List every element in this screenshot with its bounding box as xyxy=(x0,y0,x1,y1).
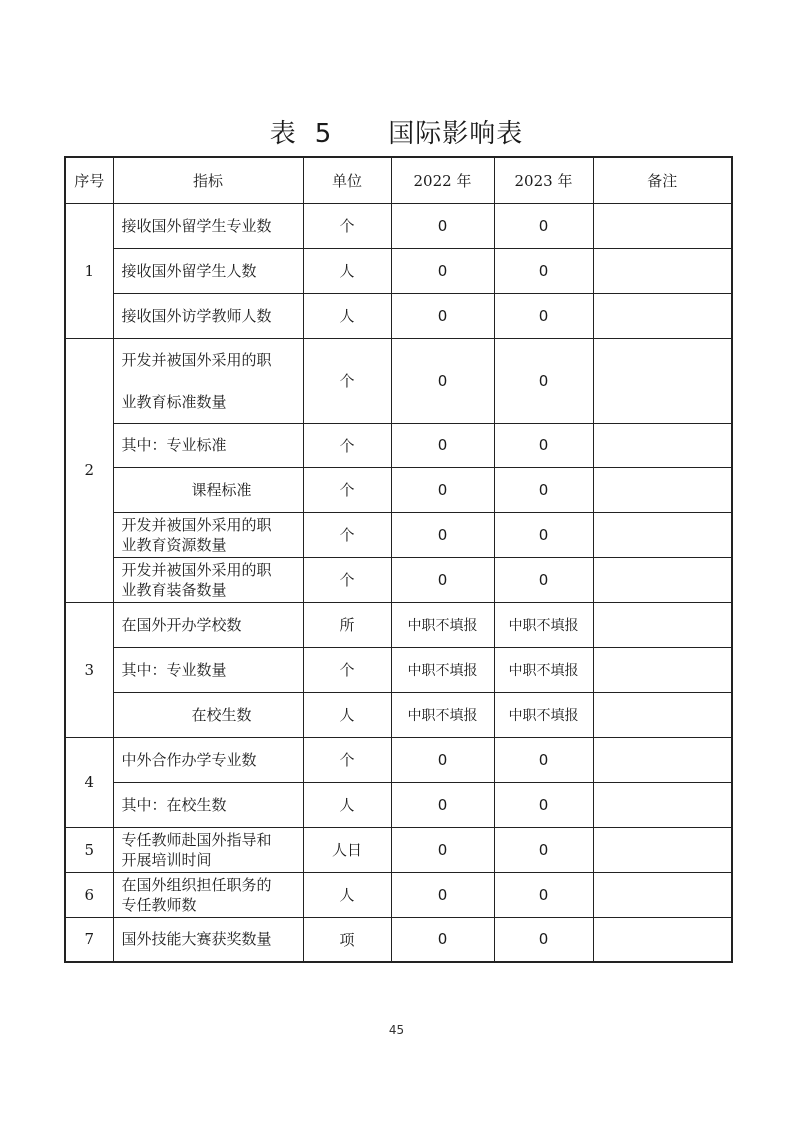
table-row xyxy=(65,782,732,827)
unit-cell: 所 xyxy=(303,602,391,647)
header-row xyxy=(65,157,732,203)
table-row xyxy=(65,602,732,647)
value-2022-cell: 0 xyxy=(391,782,494,827)
value-2023-cell: 0 xyxy=(494,872,593,917)
value-2022-cell: 0 xyxy=(391,557,494,602)
value-2023-cell: 0 xyxy=(494,338,593,423)
note-cell xyxy=(593,872,732,917)
seq-cell: 1 xyxy=(65,203,113,338)
indicator-cell: 在校生数 xyxy=(113,692,303,737)
unit-cell: 人 xyxy=(303,248,391,293)
table-row xyxy=(65,512,732,557)
seq-cell: 4 xyxy=(65,737,113,827)
note-cell xyxy=(593,692,732,737)
unit-cell: 个 xyxy=(303,512,391,557)
value-2023-cell: 0 xyxy=(494,557,593,602)
indicator-cell: 在国外开办学校数 xyxy=(113,602,303,647)
note-cell xyxy=(593,423,732,467)
indicator-cell: 其中：在校生数 xyxy=(113,782,303,827)
indicator-cell xyxy=(113,827,303,872)
indicator-cell xyxy=(113,338,303,423)
value-2022-cell: 0 xyxy=(391,248,494,293)
table-row xyxy=(65,293,732,338)
table-row xyxy=(65,557,732,602)
table-row xyxy=(65,827,732,872)
title-number: 5 xyxy=(314,119,333,149)
value-2023-cell: 0 xyxy=(494,293,593,338)
value-2022-cell: 0 xyxy=(391,827,494,872)
value-2022-cell: 中职不填报 xyxy=(391,692,494,737)
value-2023-cell: 0 xyxy=(494,827,593,872)
note-cell xyxy=(593,248,732,293)
indicator-line: 开发并被国外采用的职 xyxy=(121,350,272,369)
seq-cell: 2 xyxy=(65,338,113,602)
indicator-line: 在国外组织担任职务的 xyxy=(121,875,272,894)
indicator-cell: 接收国外留学生人数 xyxy=(113,248,303,293)
unit-cell: 个 xyxy=(303,647,391,692)
note-cell xyxy=(593,737,732,782)
header-indicator: 指标 xyxy=(113,157,303,203)
seq-cell: 3 xyxy=(65,602,113,737)
value-2022-cell: 0 xyxy=(391,423,494,467)
value-2022-cell: 0 xyxy=(391,467,494,512)
table-row xyxy=(65,692,732,737)
note-cell xyxy=(593,827,732,872)
table-row xyxy=(65,647,732,692)
value-2023-cell: 0 xyxy=(494,782,593,827)
indicator-cell: 接收国外留学生专业数 xyxy=(113,203,303,248)
seq-cell: 6 xyxy=(65,872,113,917)
indicator-cell: 课程标准 xyxy=(113,467,303,512)
unit-cell: 人日 xyxy=(303,827,391,872)
indicator-line: 业教育装备数量 xyxy=(121,580,227,599)
table-row xyxy=(65,467,732,512)
header-2022: 2022 年 xyxy=(391,157,494,203)
unit-cell: 人 xyxy=(303,872,391,917)
international-influence-table xyxy=(64,156,733,963)
header-unit: 单位 xyxy=(303,157,391,203)
indicator-line: 开发并被国外采用的职 xyxy=(121,560,272,579)
unit-cell: 个 xyxy=(303,423,391,467)
indicator-cell: 国外技能大赛获奖数量 xyxy=(113,917,303,962)
value-2022-cell: 0 xyxy=(391,338,494,423)
table-row xyxy=(65,737,732,782)
unit-cell: 个 xyxy=(303,203,391,248)
value-2023-cell: 0 xyxy=(494,512,593,557)
title-prefix: 表 xyxy=(269,119,297,149)
unit-cell: 人 xyxy=(303,692,391,737)
header-note: 备注 xyxy=(593,157,732,203)
unit-cell: 个 xyxy=(303,557,391,602)
value-2022-cell: 0 xyxy=(391,872,494,917)
value-2023-cell: 中职不填报 xyxy=(494,692,593,737)
note-cell xyxy=(593,557,732,602)
table-title xyxy=(0,114,793,154)
table-row xyxy=(65,917,732,962)
value-2023-cell: 0 xyxy=(494,917,593,962)
header-2023: 2023 年 xyxy=(494,157,593,203)
indicator-cell: 其中：专业数量 xyxy=(113,647,303,692)
value-2022-cell: 0 xyxy=(391,917,494,962)
value-2022-cell: 中职不填报 xyxy=(391,647,494,692)
value-2022-cell: 0 xyxy=(391,203,494,248)
value-2022-cell: 0 xyxy=(391,512,494,557)
value-2023-cell: 中职不填报 xyxy=(494,602,593,647)
indicator-cell: 其中：专业标准 xyxy=(113,423,303,467)
value-2023-cell: 0 xyxy=(494,203,593,248)
value-2023-cell: 0 xyxy=(494,423,593,467)
table-row xyxy=(65,338,732,423)
value-2022-cell: 中职不填报 xyxy=(391,602,494,647)
table-row xyxy=(65,872,732,917)
indicator-line: 业教育资源数量 xyxy=(121,535,227,554)
header-seq: 序号 xyxy=(65,157,113,203)
unit-cell: 个 xyxy=(303,338,391,423)
note-cell xyxy=(593,602,732,647)
note-cell xyxy=(593,647,732,692)
seq-cell: 7 xyxy=(65,917,113,962)
table-row xyxy=(65,423,732,467)
value-2023-cell: 中职不填报 xyxy=(494,647,593,692)
indicator-cell xyxy=(113,872,303,917)
indicator-cell xyxy=(113,512,303,557)
page-number: 45 xyxy=(388,1023,405,1037)
indicator-cell xyxy=(113,557,303,602)
indicator-cell: 接收国外访学教师人数 xyxy=(113,293,303,338)
indicator-line: 业教育标准数量 xyxy=(121,392,227,411)
indicator-line: 开展培训时间 xyxy=(121,850,212,869)
note-cell xyxy=(593,782,732,827)
indicator-cell: 中外合作办学专业数 xyxy=(113,737,303,782)
value-2023-cell: 0 xyxy=(494,248,593,293)
indicator-line: 专任教师数 xyxy=(121,895,197,914)
note-cell xyxy=(593,203,732,248)
note-cell xyxy=(593,467,732,512)
value-2022-cell: 0 xyxy=(391,737,494,782)
note-cell xyxy=(593,512,732,557)
value-2022-cell: 0 xyxy=(391,293,494,338)
indicator-line: 专任教师赴国外指导和 xyxy=(121,830,272,849)
unit-cell: 项 xyxy=(303,917,391,962)
seq-cell: 5 xyxy=(65,827,113,872)
note-cell xyxy=(593,917,732,962)
unit-cell: 个 xyxy=(303,467,391,512)
indicator-line: 开发并被国外采用的职 xyxy=(121,515,272,534)
value-2023-cell: 0 xyxy=(494,737,593,782)
unit-cell: 个 xyxy=(303,737,391,782)
table-row xyxy=(65,203,732,248)
unit-cell: 人 xyxy=(303,293,391,338)
title-name: 国际影响表 xyxy=(388,119,524,149)
note-cell xyxy=(593,293,732,338)
unit-cell: 人 xyxy=(303,782,391,827)
value-2023-cell: 0 xyxy=(494,467,593,512)
table-row xyxy=(65,248,732,293)
note-cell xyxy=(593,338,732,423)
